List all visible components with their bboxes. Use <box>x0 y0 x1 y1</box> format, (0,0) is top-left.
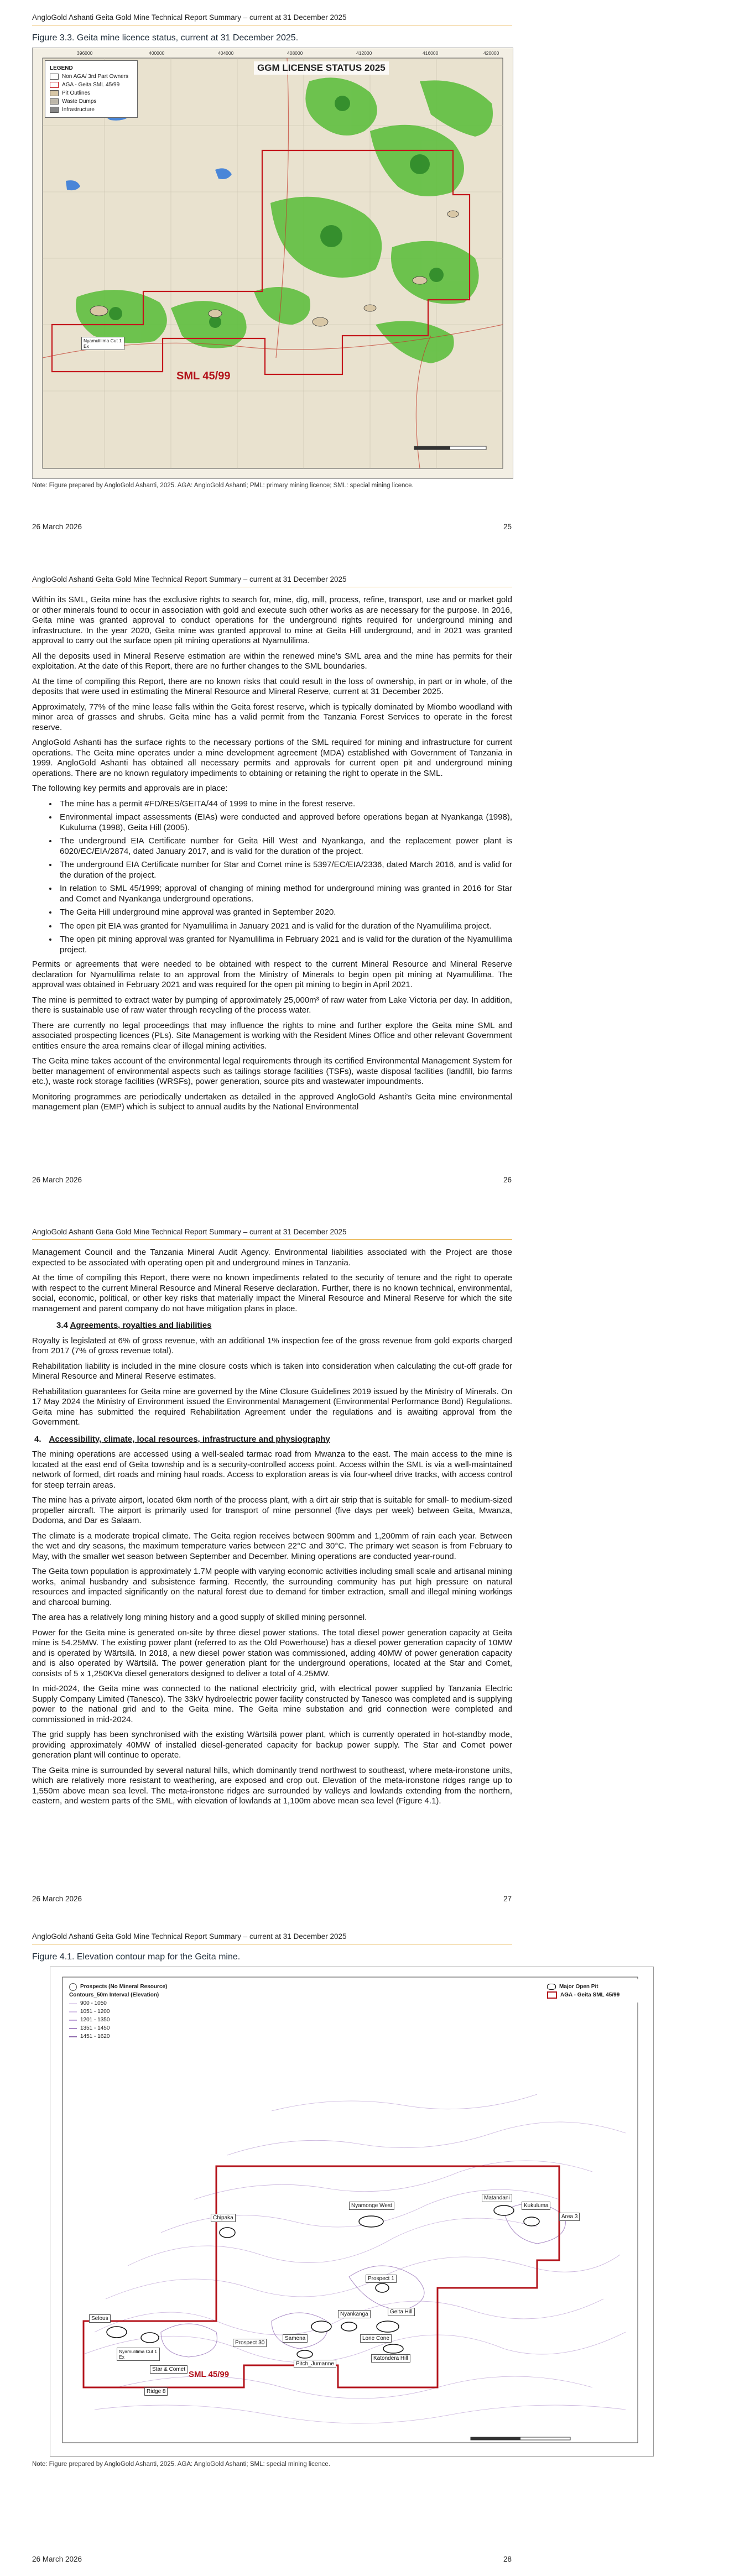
figure-caption: Figure 3.3. Geita mine licence status, current at 31 December 2025. <box>32 33 299 43</box>
sml-label: SML 45/99 <box>189 2370 230 2379</box>
paragraph: The Geita town population is approximately 1.7M people with varying economic activities including small scale and artisanal mining works, animal husbandry and subsistence farming. Recently, the surrounding community has put high pressure on natural resources and impacted significantly on the natural forest due to demand for timber extraction, small and illegal mining workings and charcoal burning. <box>32 1567 512 1607</box>
paragraph: The Geita mine takes account of the environmental legal requirements through its certified Environmental Management System for better management of environmental aspects such as tailings storage facilities (TSFs), waste disposal facilities (landfill, bio farms etc.), waste rock storage facilities (WRSFs), power generation, source pits and wastewater impoundments. <box>32 1056 512 1086</box>
legend-label: 1201 - 1350 <box>80 2017 110 2023</box>
page-25 <box>0 0 755 575</box>
paragraph: There are currently no legal proceedings that may influence the rights to mine and further explore the Geita mine SML and associated prospecting licences (PLs). Site Management is working with the Resident Mines Office and other relevant Government entities ensure the area remains clear of illegal mining activities. <box>32 1020 512 1051</box>
paragraph: The mine is permitted to extract water by pumping of approximately 25,000m³ of raw water from Lake Victoria per day. In addition, there is sustainable use of raw water through recycling of the process water. <box>32 995 512 1015</box>
legend-item <box>69 2024 180 2032</box>
pit-label: Star & Comet <box>150 2365 188 2374</box>
legend-item <box>69 2007 180 2016</box>
paragraph: In mid-2024, the Geita mine was connected to the national electricity grid, with electrical power supplied by Tanzania Electric Supply Company Limited (Tanesco). The 33kV hydroelectric power facility constructed by Tanesco was completed and is supplying power to the national grid and to the Geita mine. The Geita mine substation and grid connection were completed and commissioned in mid-2024. <box>32 1684 512 1724</box>
page-header: AngloGold Ashanti Geita Gold Mine Technical Report Summary – current at 31 December 2025 <box>32 13 347 22</box>
paragraph: Approximately, 77% of the mine lease falls within the Geita forest reserve, which is typically dominated by Miombo woodland with minor area of grasses and shrubs. Geita mine has a valid permit from the Tanzania Forest Services to operate in the forest reserve. <box>32 702 512 732</box>
legend-label: Pit Outlines <box>62 90 91 96</box>
header-rule <box>32 1239 512 1240</box>
legend-label: Waste Dumps <box>62 98 97 105</box>
paragraph: Management Council and the Tanzania Mineral Audit Agency. Environmental liabilities associated with the Project are those expected to be associated with operating open pit and underground mines in Tanzania. <box>32 1248 512 1268</box>
figure-note: Note: Figure prepared by AngloGold Ashanti, 2025. AGA: AngloGold Ashanti; SML: special mining licence. <box>32 2461 330 2468</box>
paragraph: Power for the Geita mine is generated on-site by three diesel power stations. The total diesel power generation capacity at Geita mine is 54.25MW. The existing power plant (referred to as the Old Powerhouse) has a diesel power generation capacity of 10MW and is operated by Wärtsilä. In 2018, a new diesel power station was commissioned, adding 40MW of power generation capacity and is also operated by Wärtsilä. The power generation plant for the underground operations, located at the Star and Comet, consists of 5 x 1,250KVa diesel generators designed to deliver a total of 4.25MW. <box>32 1628 512 1678</box>
map-legend-right <box>543 1979 645 2003</box>
legend-swatch <box>69 2003 77 2004</box>
legend-label: AGA - Geita SML 45/99 <box>62 82 120 88</box>
legend-title: LEGEND <box>50 65 73 71</box>
footer-date: 26 March 2026 <box>32 1895 82 1903</box>
paragraph: Royalty is legislated at 6% of gross revenue, with an additional 1% inspection fee of the gross revenue from gold exports charged from 2017 (7% of gross revenue total). <box>32 1336 512 1355</box>
map-legend-left <box>65 1979 184 2044</box>
permits-list <box>32 799 512 956</box>
legend-label: 1451 - 1620 <box>80 2033 110 2040</box>
paragraph: Within its SML, Geita mine has the exclusive rights to search for, mine, dig, mill, process, refine, transport, use and or market gold or other minerals found to occur in association with gold and execute such other works as are necessary for the purpose. In 2016, Geita mine was granted approval to conduct operations for the underground rights required for underground mining and infrastructure. In the year 2020, Geita mine was granted approval to mine at Geita Hill underground, and in 2021 was granted approval to carry out the surface open pit mining operations at Nyamulilima. <box>32 595 512 645</box>
pit-label: Prospect 1 <box>366 2275 397 2283</box>
paragraph: AngloGold Ashanti has the surface rights to the necessary portions of the SML required for mining and infrastructure for current operations. The Geita mine operates under a mine development agreement (MDA) established with Government of Tanzania in 1999. AngloGold Ashanti has obtained all necessary permits and approvals for current open pit and underground mining operations. There are no known regulatory impediments to obtaining or retaining the right to operate in the SML. <box>32 738 512 778</box>
axis-tick: 416000 <box>423 50 439 56</box>
map-legend <box>45 60 138 118</box>
paragraph: The mining operations are accessed using a well-sealed tarmac road from Mwanza to the east. The main access to the mine is located at the east end of Geita township and is a security-controlled access point. Access within the SML is via a well-maintained network of formed, dirt roads and mining haul roads. Access to exploration areas is via four-wheel drive tracks, with access control for steep terrain areas. <box>32 1449 512 1490</box>
page-number: 25 <box>503 523 512 531</box>
list-item: • The open pit mining approval was granted for Nyamulilima in February 2021 and is valid for the duration of the Nyamulilima project. <box>58 935 512 955</box>
legend-item <box>547 1991 641 1999</box>
legend-label: Major Open Pit <box>559 1984 598 1990</box>
pit-label: Katondera Hill <box>371 2354 410 2363</box>
page-26-body <box>32 595 512 1118</box>
legend-swatch <box>50 74 59 80</box>
legend-label: Prospects (No Mineral Resource) <box>80 1984 168 1990</box>
legend-swatch <box>50 107 59 113</box>
legend-item <box>50 89 133 97</box>
paragraph: The climate is a moderate tropical climate. The Geita region receives between 900mm and 1,200mm of rain each year. Between the wet and dry seasons, the maximum temperature varies between 22°C and 30°C. The primary wet season is from February to May, with the smaller wet season between September and December. Mining operations are conducted year-round. <box>32 1531 512 1561</box>
legend-item <box>69 2016 180 2024</box>
legend-item <box>50 72 133 81</box>
legend-swatch <box>69 1983 77 1991</box>
legend-swatch <box>547 1991 557 1999</box>
legend-item <box>69 1999 180 2007</box>
pit-label: Samena <box>283 2334 308 2343</box>
legend-swatch <box>50 82 59 88</box>
section-heading-3-4 <box>56 1321 512 1331</box>
paragraph: The area has a relatively long mining history and a good supply of skilled mining personnel. <box>32 1613 367 1622</box>
map-title: GGM LICENSE STATUS 2025 <box>254 61 389 75</box>
paragraph: The grid supply has been synchronised with the existing Wärtsilä power plant, which is currently operated in hot-standby mode, providing approximately 40MW of installed diesel-generated capacity for backup power supply. The Star and Comet power generation plant will continue to operate. <box>32 1730 512 1760</box>
legend-swatch <box>50 90 59 96</box>
page-number: 27 <box>503 1895 512 1903</box>
figure-note: Note: Figure prepared by AngloGold Ashanti, 2025. AGA: AngloGold Ashanti; PML: primary mining licence; SML: special mining licence. <box>32 482 414 489</box>
legend-label: 1351 - 1450 <box>80 2025 110 2031</box>
paragraph: All the deposits used in Mineral Reserve estimation are within the renewed mine's SML area and the mine has permits for their exploitation. At the date of this Report, there are no further changes to the SML boundaries. <box>32 651 512 671</box>
list-item: • The mine has a permit #FD/RES/GEITA/44 of 1999 to mine in the forest reserve. <box>58 799 512 810</box>
pit-label: Area 3 <box>559 2213 580 2221</box>
paragraph: The following key permits and approvals are in place: <box>32 784 228 793</box>
legend-swatch <box>69 2011 77 2012</box>
list-item: • The Geita Hill underground mine approval was granted in September 2020. <box>58 908 512 918</box>
page-header: AngloGold Ashanti Geita Gold Mine Technical Report Summary – current at 31 December 2025 <box>32 1228 347 1236</box>
paragraph: The Geita mine is surrounded by several natural hills, which dominantly trend northwest to southeast, where meta-ironstone units, which are relatively more resistant to weathering, are exposed and crop out. Elevation of the meta-ironstone ridges range up to 1,550m above mean sea level. The meta-ironstone ridges are surrounded by valleys and lowlands extending from the northern, eastern, and western parts of the SML, with elevation of lowlands at 1,100m above mean sea level (Figure 4.1). <box>32 1765 512 1806</box>
axis-tick: 396000 <box>77 50 93 56</box>
footer-date: 26 March 2026 <box>32 523 82 531</box>
sml-label: SML 45/99 <box>176 370 231 382</box>
pit-label: Pitch_Jumanne <box>294 2360 336 2368</box>
footer-date: 26 March 2026 <box>32 1176 82 1184</box>
legend-subtitle: Contours_50m Interval (Elevation) <box>69 1992 159 1998</box>
page-26 <box>0 575 755 1228</box>
paragraph: The mine has a private airport, located 6km north of the process plant, with a dirt air strip that is suitable for small- to medium-sized propeller aircraft. The airport is primarily used for transport of mine personnel (five days per week) between Geita, Mwanza, Dodoma, and Dar es Salaam. <box>32 1495 512 1525</box>
legend-swatch <box>69 2020 77 2021</box>
axis-tick: 420000 <box>483 50 499 56</box>
pit-label-nyamulilima: Nyamulilima Cut 1 Ex <box>81 337 124 350</box>
pit-label: Prospect 30 <box>233 2339 267 2347</box>
page-header: AngloGold Ashanti Geita Gold Mine Technical Report Summary – current at 31 December 2025 <box>32 1932 347 1941</box>
list-item: • In relation to SML 45/1999; approval of changing of mining method for underground mining was granted in 2016 for Star and Comet and Nyankanga underground operations. <box>58 884 512 904</box>
pit-label: Nyankanga <box>338 2310 371 2318</box>
legend-item <box>50 81 133 89</box>
list-item: • The underground EIA Certificate number for Star and Comet mine is 5397/EC/EIA/2336, dated March 2016, and is valid for the duration of the project. <box>58 860 512 880</box>
legend-label: 900 - 1050 <box>80 2000 107 2006</box>
figure-caption: Figure 4.1. Elevation contour map for the Geita mine. <box>32 1952 241 1962</box>
paragraph: At the time of compiling this Report, there were no known impediments related to the security of tenure and the right to operate with respect to the current Mineral Resource and Mineral Reserve declaration. Further, there is no known technical, environmental, social, economic, political, or other key risks that materially impact the Mineral Resource and Mineral Reserve for which the site management and parent company do not have mitigation plans in place. <box>32 1273 512 1313</box>
pit-label: Geita Hill <box>388 2308 415 2316</box>
pit-label: Selous <box>89 2314 111 2323</box>
pit-label: Ridge 8 <box>144 2387 168 2396</box>
page-27 <box>0 1228 755 1930</box>
list-item: • Environmental impact assessments (EIAs) were conducted and approved before operations began at Nyankanga (1998), Kukuluma (1998), Geita Hill (2005). <box>58 812 512 833</box>
pit-label: Matandani <box>482 2194 512 2202</box>
section-number: 4. <box>34 1434 41 1444</box>
page-number: 28 <box>503 2555 512 2563</box>
section-heading-4 <box>34 1435 512 1445</box>
section-title: Accessibility, climate, local resources, infrastructure and physiography <box>49 1434 330 1444</box>
legend-label: AGA - Geita SML 45/99 <box>560 1992 620 1998</box>
pit-label: Chipaka <box>211 2214 236 2222</box>
page-number: 26 <box>503 1176 512 1184</box>
legend-item <box>50 106 133 114</box>
pit-label: Kukuluma <box>522 2202 550 2210</box>
axis-tick: 408000 <box>287 50 303 56</box>
legend-swatch <box>547 1984 556 1990</box>
pit-label: Lone Cone <box>360 2334 392 2343</box>
pit-label: Nyamulilima Cut 1 Ex <box>117 2348 160 2361</box>
pit-label: Nyamonge West <box>349 2202 394 2210</box>
paragraph: Rehabilitation guarantees for Geita mine are governed by the Mine Closure Guidelines 2019 issued by the Ministry of Minerals. On 17 May 2024 the Ministry of Environment issued the Environmental Management (Environmental Performance Bond) Regulations. Geita mine has submitted the required Rehabilitation Agreement under the regulations and is awaiting approval from the Government. <box>32 1386 512 1427</box>
section-number: 3.4 <box>56 1321 68 1330</box>
legend-label: 1051 - 1200 <box>80 2009 110 2015</box>
legend-swatch <box>69 2028 77 2029</box>
legend-item <box>69 2032 180 2041</box>
paragraph: Rehabilitation liability is included in the mine closure costs which is taken into consideration when calculating the cut-off grade for Mineral Resource and Mineral Reserve estimates. <box>32 1361 512 1381</box>
section-title: Agreements, royalties and liabilities <box>70 1321 212 1330</box>
list-item: • The open pit EIA was granted for Nyamulilima in January 2021 and is valid for the duration of the Nyamulilima project. <box>58 921 512 932</box>
page-27-body <box>32 1248 512 1812</box>
list-item: • The underground EIA Certificate number for Geita Hill West and Nyankanga, and the replacement power plant is 6020/EC/EIA/2874, dated January 2017, and is valid for the duration of the project. <box>58 836 512 857</box>
axis-tick: 400000 <box>149 50 165 56</box>
axis-tick: 412000 <box>356 50 372 56</box>
paragraph: At the time of compiling this Report, there are no known risks that could result in the loss of ownership, in part or in whole, of the deposits that were used in estimating the Mineral Resource and Mineral Reserve, current at 31 December 2025. <box>32 676 512 696</box>
legend-swatch <box>50 98 59 105</box>
elevation-contour-map <box>50 1967 654 2457</box>
legend-item <box>69 1983 180 1991</box>
paragraph: Monitoring programmes are periodically undertaken as detailed in the approved AngloGold Ashanti's Geita mine environmental management plan (EMP) which is subject to annual audits by the National Environmental <box>32 1092 512 1112</box>
legend-item <box>50 97 133 106</box>
axis-tick: 404000 <box>218 50 234 56</box>
legend-label: Non AGA/ 3rd Part Owners <box>62 74 129 80</box>
legend-label: Infrastructure <box>62 107 95 113</box>
licence-status-map <box>32 48 513 479</box>
page-header: AngloGold Ashanti Geita Gold Mine Technical Report Summary – current at 31 December 2025 <box>32 575 347 583</box>
footer-date: 26 March 2026 <box>32 2555 82 2563</box>
page-28 <box>0 1930 755 2576</box>
paragraph: Permits or agreements that were needed to be obtained with respect to the current Mineral Resource and Mineral Reserve declaration for Nyamulilima relate to an approval from the Ministry of Minerals to begin open pit mining at Nyamulilima. The approval was obtained in February 2021 and was required for the open pit mining to begin in April 2021. <box>32 960 512 989</box>
legend-swatch <box>69 2036 77 2037</box>
legend-item <box>547 1983 641 1991</box>
